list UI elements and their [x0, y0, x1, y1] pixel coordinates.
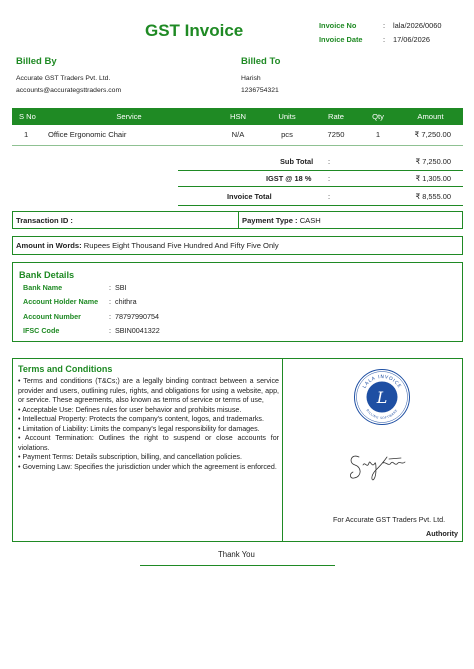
billed-to-name: Harish	[241, 75, 261, 82]
cell-amount: ₹ 7,250.00	[398, 125, 463, 145]
cell-qty: 1	[358, 125, 398, 145]
amount-in-words-box	[12, 236, 463, 255]
igst-row: IGST @ 18 % : ₹ 1,305.00	[266, 174, 451, 183]
cell-sno: 1	[12, 125, 42, 145]
divider	[238, 212, 239, 228]
invoice-no-label: Invoice No	[319, 20, 357, 30]
ifsc-code-label: IFSC Code	[23, 326, 60, 335]
billed-to-section	[241, 56, 280, 97]
ifsc-code-value: SBIN0041322	[115, 326, 160, 335]
billed-by-section	[16, 56, 121, 97]
col-hsn: HSN	[216, 108, 260, 125]
invoice-total-label: Invoice Total	[227, 192, 272, 201]
col-qty: Qty	[358, 108, 398, 125]
transaction-id-label: Transaction ID :	[16, 216, 73, 225]
terms-heading: Terms and Conditions	[18, 364, 113, 374]
account-holder-label: Account Holder Name	[23, 297, 99, 306]
cell-rate: 7250	[314, 125, 358, 145]
divider	[140, 565, 335, 566]
invoice-meta: Invoice No : lala/2026/0060 Invoice Date : 17/06/2026	[319, 20, 442, 44]
invoice-date-value: 17/06/2026	[393, 34, 430, 44]
subtotal-label: Sub Total	[280, 157, 314, 166]
col-service: Service	[42, 108, 216, 125]
account-holder-value: chithra	[115, 297, 137, 306]
col-sno: S No	[12, 108, 42, 125]
subtotal-row: Sub Total : ₹ 7,250.00	[280, 157, 451, 166]
cell-units: pcs	[260, 125, 314, 145]
list-item: • Limitation of Liability: Limits the company's legal responsibility for damages.	[18, 424, 260, 433]
list-item: • Payment Terms: Details subscription, billing, and cancellation policies.	[18, 453, 242, 461]
seal-top-text: LALA INVOICE	[362, 374, 402, 390]
billed-by-email: accounts@accurategsttraders.com	[16, 87, 122, 94]
company-seal	[353, 368, 411, 426]
billed-to-heading: Billed To	[241, 56, 281, 67]
divider	[178, 205, 463, 206]
col-rate: Rate	[314, 108, 358, 125]
cell-hsn: N/A	[216, 125, 260, 145]
billed-by-name: Accurate GST Traders Pvt. Ltd.	[16, 75, 111, 82]
billed-by-heading: Billed By	[16, 56, 57, 67]
col-units: Units	[260, 108, 314, 125]
list-item: • Terms and conditions (T&Cs;) are a legally binding contract between a service provider and users, outlining rules, rights, and obligations for using a website, app, or service. These agreements, also known as terms of service or terms of use,	[18, 377, 279, 404]
invoice-date-label: Invoice Date	[319, 34, 363, 44]
invoice-no-value: lala/2026/0060	[393, 20, 442, 30]
subtotal-value: ₹ 7,250.00	[415, 157, 451, 166]
bank-details-heading: Bank Details	[19, 270, 75, 280]
amount-in-words-value: Rupees Eight Thousand Five Hundred And Fifty Five Only	[83, 241, 279, 250]
billed-to-phone: 1236754321	[241, 87, 279, 94]
igst-label: IGST @ 18 %	[266, 174, 312, 183]
list-item: • Intellectual Property: Protects the company's content, logos, and trademarks.	[18, 415, 264, 423]
divider	[178, 186, 463, 187]
signature-for-line: For Accurate GST Traders Pvt. Ltd.	[333, 515, 446, 524]
signature-authority: Authority	[426, 529, 458, 538]
bank-details-box: Bank Details Bank Name : SBI Account Holder Name : chithra Account Number : 78797990754 IFSC Code : SBIN0041322	[12, 262, 463, 342]
signature-scribble	[345, 445, 415, 483]
list-item: • Account Termination: Outlines the right to suspend or close accounts for violations.	[18, 434, 279, 452]
list-item: • Acceptable Use: Defines rules for user behavior and prohibits misuse.	[18, 405, 242, 414]
thank-you-text: Thank You	[218, 550, 255, 559]
col-amount: Amount	[398, 108, 463, 125]
invoice-total-value: ₹ 8,555.00	[415, 192, 451, 201]
payment-type-label: Payment Type :	[242, 216, 298, 225]
items-header-row	[12, 108, 463, 125]
seal-letter: L	[376, 388, 388, 407]
seal-bottom-text: BILLING SOFTWARE	[365, 408, 399, 421]
bank-name-value: SBI	[115, 283, 127, 292]
table-row	[12, 125, 463, 145]
transaction-box	[12, 211, 463, 229]
account-number-value: 78797990754	[115, 312, 159, 321]
invoice-total-row: Invoice Total : ₹ 8,555.00	[227, 192, 451, 201]
payment-type-value: CASH	[299, 216, 321, 225]
bank-name-label: Bank Name	[23, 283, 63, 292]
items-table	[12, 108, 463, 146]
account-number-label: Account Number	[23, 312, 81, 321]
payment-type	[242, 216, 321, 225]
list-item: • Governing Law: Specifies the jurisdiction under which the agreement is enforced.	[18, 462, 277, 471]
amount-in-words	[16, 241, 279, 250]
divider	[282, 359, 283, 541]
igst-value: ₹ 1,305.00	[415, 174, 451, 183]
terms-list	[18, 377, 279, 472]
amount-in-words-label: Amount in Words:	[16, 241, 82, 250]
cell-service: Office Ergonomic Chair	[42, 125, 216, 145]
terms-box	[12, 358, 463, 542]
invoice-title: GST Invoice	[145, 21, 244, 40]
